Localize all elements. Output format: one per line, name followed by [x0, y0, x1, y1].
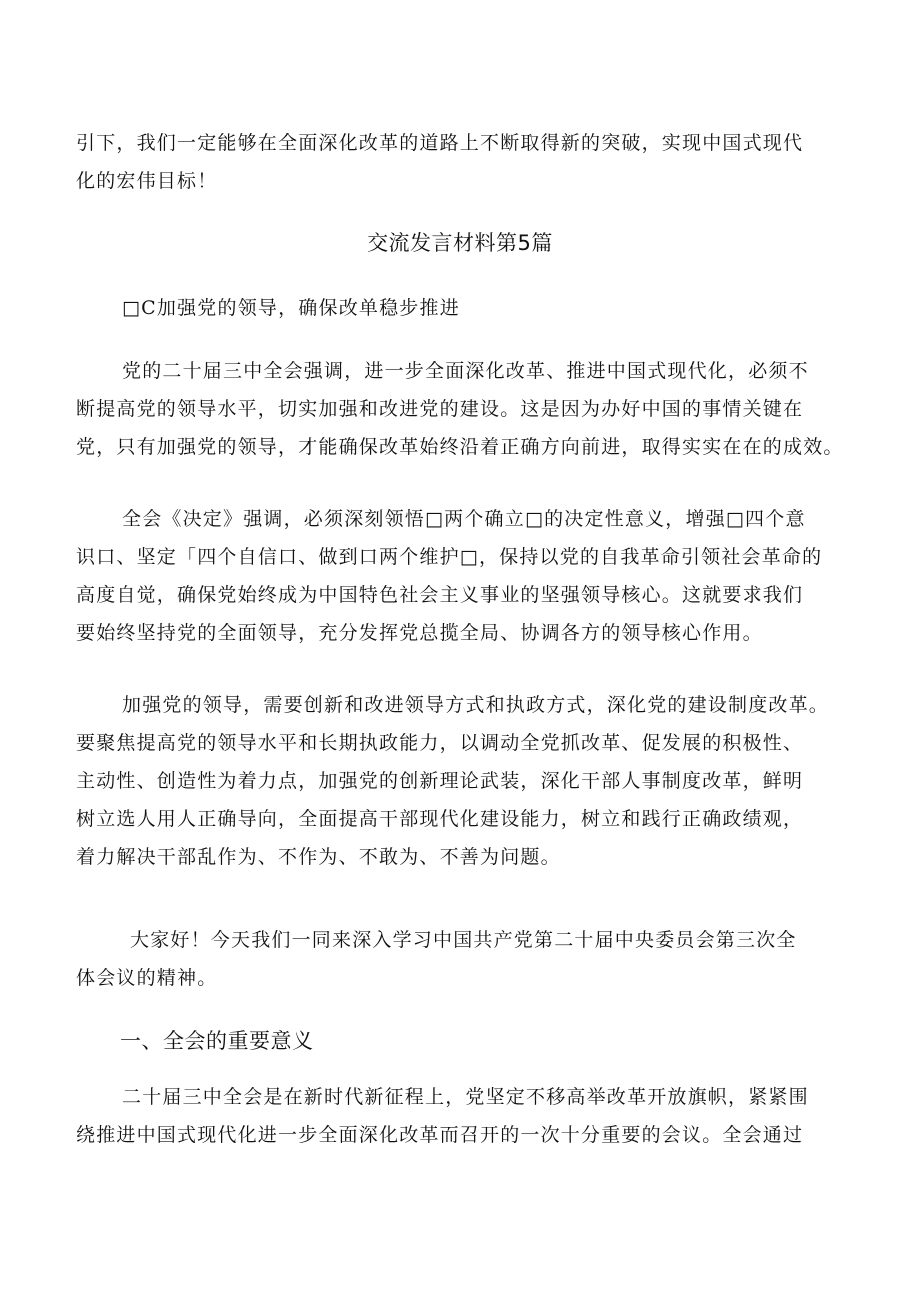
paragraph-line: 化的宏伟目标！: [76, 170, 218, 192]
paragraph-line: 全会《决定》强调，必须深刻领悟□两个确立□的决定性意义，增强□四个意: [122, 508, 806, 530]
paragraph-line: 党的二十届三中全会强调，进一步全面深化改革、推进中国式现代化，必须不: [122, 360, 809, 382]
paragraph-line: 着力解决干部乱作为、不作为、不敢为、不善为问题。: [76, 846, 561, 868]
last-paragraph: [76, 1078, 860, 1154]
paragraph-decision: [76, 500, 860, 652]
paragraph-line: 要聚焦提高党的领导水平和长期执政能力，以调动全党抓改革、促发展的积极性、: [76, 732, 804, 754]
paragraph-line: 二十届三中全会是在新时代新征程上，党坚定不移高举改革开放旗帜，紧紧围: [122, 1086, 809, 1108]
paragraph-line: 党，只有加强党的领导，才能确保改革始终沿着正确方向前进，取得实实在在的成效。: [76, 436, 844, 458]
paragraph-line: 绕推进中国式现代化进一步全面深化改革而召开的一次十分重要的会议。全会通过: [76, 1124, 804, 1146]
top-paragraph: [76, 124, 860, 200]
paragraph-line: 加强党的领导，需要创新和改进领导方式和执政方式，深化党的建设制度改革。: [122, 694, 830, 716]
paragraph-line: 识口、坚定「四个自信口、做到口两个维护□，保持以党的自我革命引领社会革命的: [76, 546, 823, 568]
article-title: 交流发言材料第5篇: [367, 231, 553, 255]
paragraph-greeting: [76, 921, 860, 997]
section-heading: 一、全会的重要意义: [120, 1029, 314, 1053]
paragraph-line: 大家好！今天我们一同来深入学习中国共产党第二十届中央委员会第三次全: [130, 929, 797, 951]
paragraph-line: 引下，我们一定能够在全面深化改革的道路上不断取得新的突破，实现中国式现代: [76, 132, 804, 154]
paragraph-line: 断提高党的领导水平，切实加强和改进党的建设。这是因为办好中国的事情关键在: [76, 398, 804, 420]
paragraph-line: 体会议的精神。: [76, 967, 218, 989]
paragraph-line: 高度自觉，确保党始终成为中国特色社会主义事业的坚强领导核心。这就要求我们: [76, 584, 804, 606]
paragraph-line: 要始终坚持党的全面领导，充分发挥党总揽全局、协调各方的领导核心作用。: [76, 622, 763, 644]
paragraph-line: 树立选人用人正确导向，全面提高干部现代化建设能力，树立和践行正确政绩观，: [76, 808, 804, 830]
paragraph-leadership-methods: [76, 686, 860, 876]
paragraph-party-leadership: [76, 352, 860, 466]
paragraph-line: 主动性、创造性为着力点，加强党的创新理论武装，深化干部人事制度改革，鲜明: [76, 770, 804, 792]
subheading: □C加强党的领导，确保改单稳步推进: [122, 297, 460, 319]
